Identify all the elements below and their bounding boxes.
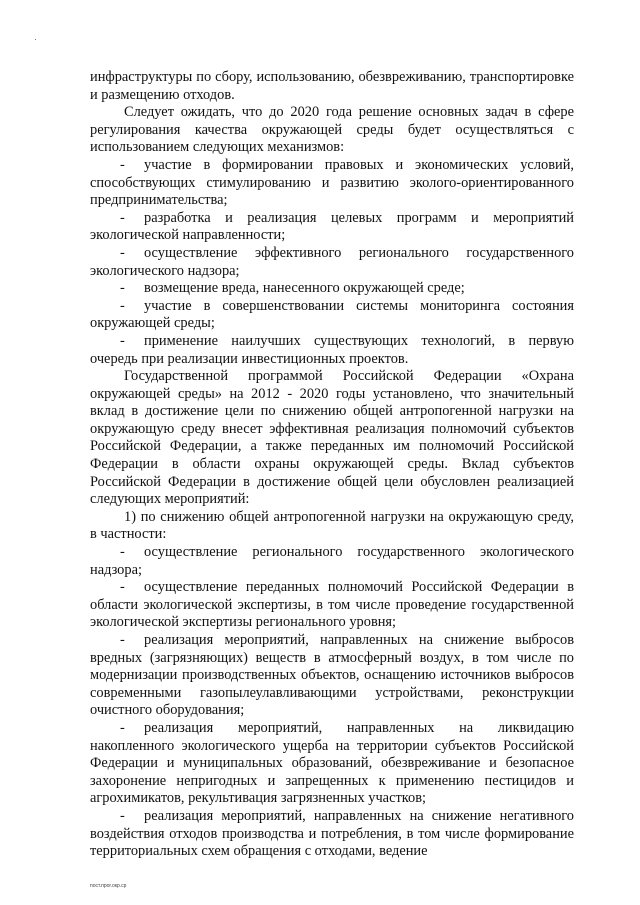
bullet-dash: - (120, 297, 125, 314)
list-item (90, 245, 574, 280)
paragraph-8: Государственной программой Российской Федерации «Охрана окружающей среды» на 2012 - 2020 годы установлено, что значительный вклад в достижение цели по снижению общей антропогенной нагрузки на окружающую среду внесет эффективная реализация полномочий субъектов Российской Федерации, а также переданных им полномочий Российской Федерации в области охраны окружающей среды. Вклад субъектов Российской Федерации в достижение общей цели обусловлен реализацией следующих мероприятий: (90, 368, 574, 508)
document-body (90, 69, 574, 861)
paragraph-1: Следует ожидать, что до 2020 года решение основных задач в сфере регулирования качества окружающей среды будет осуществляться с использованием следующих механизмов: (90, 104, 574, 156)
bullet-dash: - (120, 807, 125, 824)
list-item-text: осуществление переданных полномочий Российской Федерации в области экологической экспертизы, в том числе проведение государственной экологической экспертизы регионального уровня; (90, 579, 574, 631)
list-item (90, 632, 574, 720)
list-item (90, 157, 574, 210)
bullet-dash: - (120, 156, 125, 173)
list-item-text: участие в формировании правовых и экономических условий, способствующих стимулированию и развитию эколого-ориентированного предпринимательства; (90, 156, 574, 209)
list-item (90, 544, 574, 579)
list-item (90, 720, 574, 808)
paragraph-9: 1) по снижению общей антропогенной нагрузки на окружающую среду, в частности: (90, 508, 574, 543)
bullet-dash: - (120, 280, 125, 297)
bullet-dash: - (120, 579, 125, 596)
list-item (90, 280, 574, 298)
bullet-dash: - (120, 209, 125, 226)
list-item (90, 579, 574, 632)
paragraph-0: инфраструктуры по сбору, использованию, обезвреживанию, транспортировке и размещению отходов. (90, 69, 574, 103)
bullet-dash: - (120, 244, 125, 261)
list-item-text: возмещение вреда, нанесенного окружающей среде; (144, 280, 465, 297)
list-item (90, 808, 574, 861)
list-item (90, 298, 574, 333)
list-item-text: осуществление регионального государственного экологического надзора; (90, 544, 574, 578)
list-item (90, 210, 574, 245)
list-item-text: реализация мероприятий, направленных на ликвидацию накопленного экологического ущерба на территории субъектов Российской Федерации и муниципальных образований, обезвреживание и безопасное захоронение непригодных и запрещенных к применению пестицидов и агрохимикатов, рекультивация загрязненных участков; (90, 719, 574, 807)
bullet-dash: - (120, 332, 125, 349)
list-item-text: разработка и реализация целевых программ и мероприятий экологической направленности; (90, 209, 574, 244)
list-item-text: осуществление эффективного регионального государственного экологического надзора; (90, 244, 574, 279)
scan-speck (35, 39, 36, 40)
bullet-dash: - (120, 719, 125, 736)
bullet-dash: - (120, 632, 125, 648)
list-item-text: участие в совершенствовании системы мониторинга состояния окружающей среды; (90, 297, 574, 332)
bullet-dash: - (120, 544, 125, 561)
list-item-text: реализация мероприятий, направленных на снижение негативного воздействия отходов производства и потребления, в том числе формирование территориальных схем обращения с отходами, ведение (90, 807, 574, 860)
list-item-text: применение наилучших существующих технологий, в первую очередь при реализации инвестиционных проектов. (90, 332, 574, 367)
list-item-text: реализация мероприятий, направленных на снижение выбросов вредных (загрязняющих) веществ в атмосферный воздух, в том числе по модернизации производственных объектов, оснащению источников выбросов современными газопылеулавливающими устройствами, реконструкции очистного оборудования; (90, 632, 574, 719)
footer-filename: пост.прог.окр.ср (90, 883, 127, 889)
list-item (90, 333, 574, 368)
